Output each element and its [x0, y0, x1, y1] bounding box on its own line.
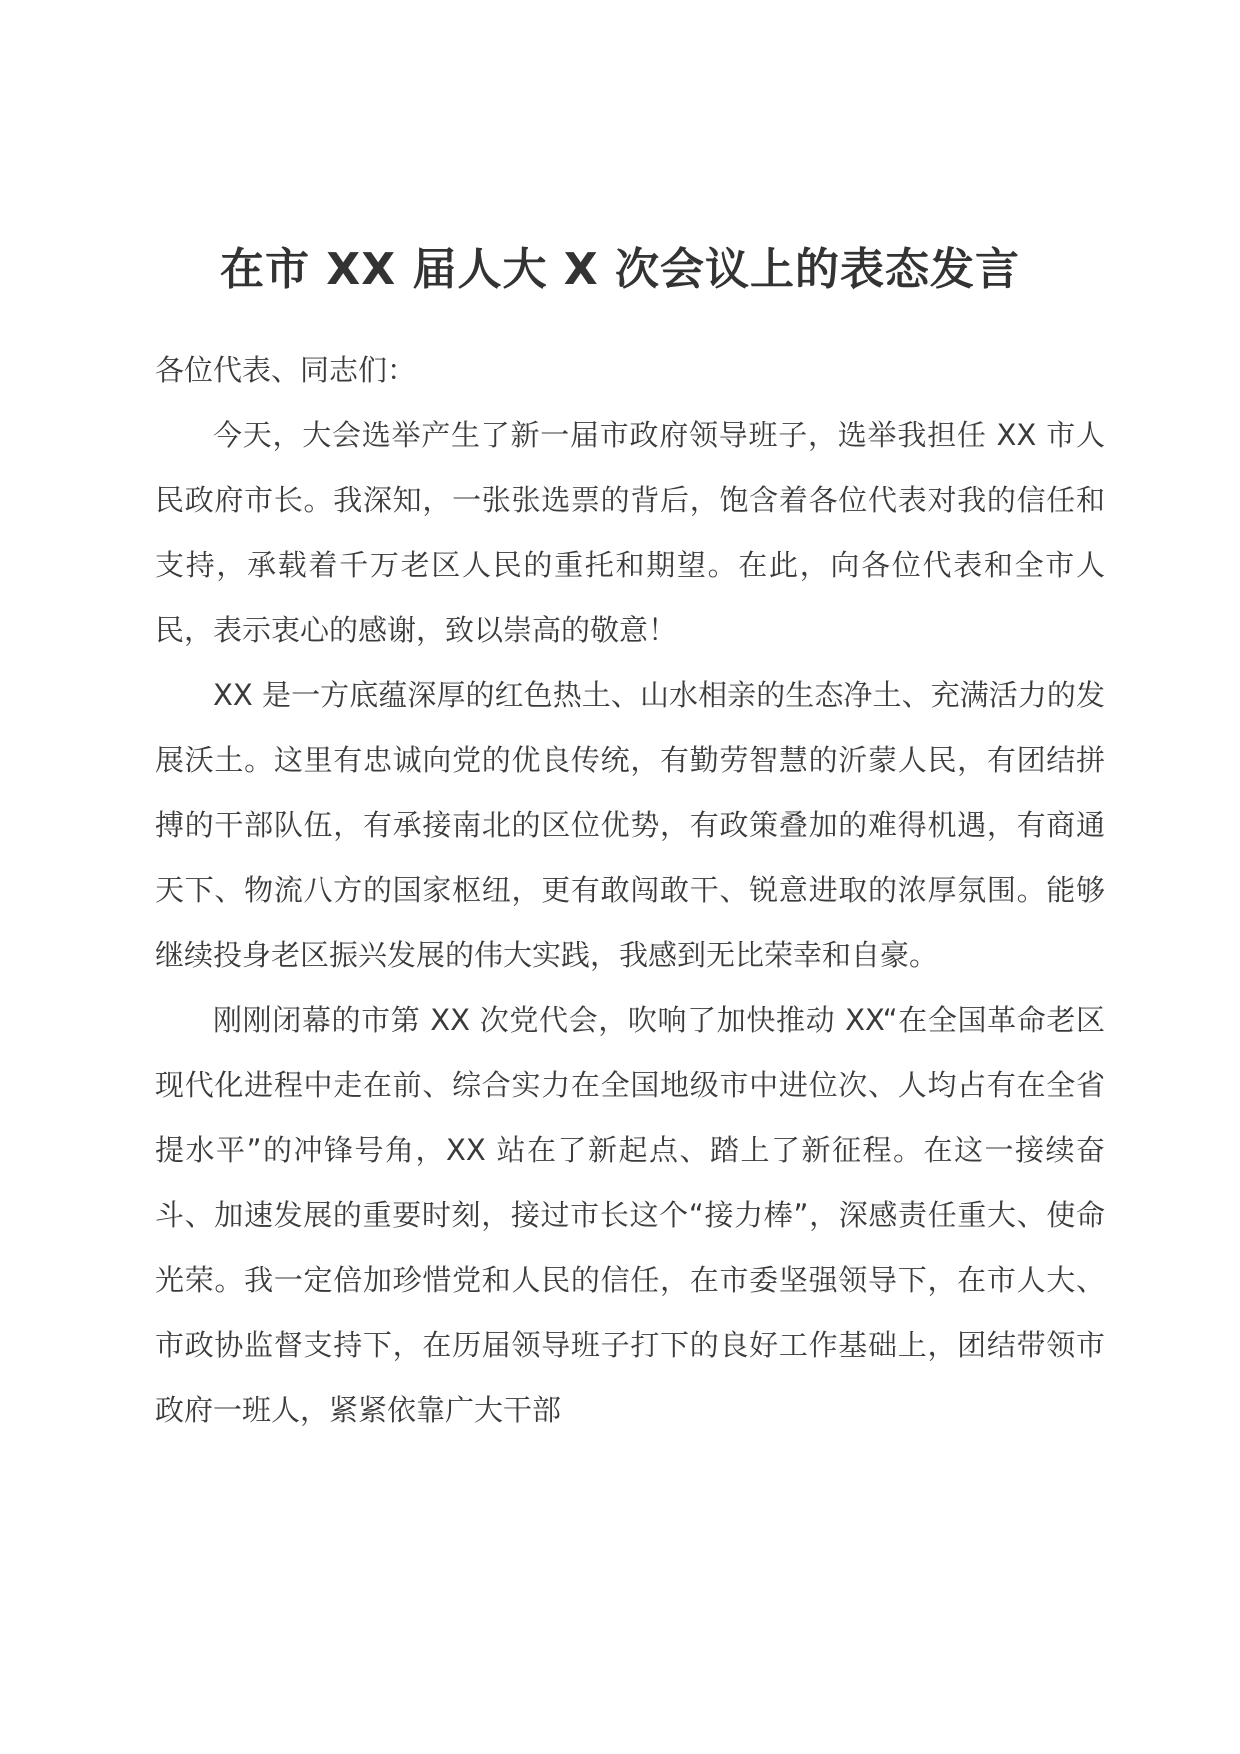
paragraph-3: 刚刚闭幕的市第 XX 次党代会，吹响了加快推动 XX“在全国革命老区现代化进程中走在前、综合实力在全国地级市中进位次、人均占有在全省提水平”的冲锋号角，XX 站在了新起点、踏上了新征程。在这一接续奋斗、加速发展的重要时刻，接过市长这个“接力棒”，深感责任重大、使命光荣。我一定倍加珍惜党和人民的信任，在市委坚强领导下，在市人大、市政协监督支持下，在历届领导班子打下的良好工作基础上，团结带领市政府一班人，紧紧依靠广大干部	[155, 1003, 1105, 1427]
paragraph-1: 今天，大会选举产生了新一届市政府领导班子，选举我担任 XX 市人民政府市长。我深知，一张张选票的背后，饱含着各位代表对我的信任和支持，承载着千万老区人民的重托和期望。在此，向各位代表和全市人民，表示衷心的感谢，致以崇高的敬意！	[155, 418, 1105, 647]
paragraph-2: XX 是一方底蕴深厚的红色热土、山水相亲的生态净土、充满活力的发展沃土。这里有忠诚向党的优良传统，有勤劳智慧的沂蒙人民，有团结拼搏的干部队伍，有承接南北的区位优势，有政策叠加的难得机遇，有商通天下、物流八方的国家枢纽，更有敢闯敢干、锐意进取的浓厚氛围。能够继续投身老区振兴发展的伟大实践，我感到无比荣幸和自豪。	[155, 678, 1105, 972]
document-title: 在市 XX 届人大 X 次会议上的表态发言	[219, 244, 1021, 295]
document-body	[155, 338, 1105, 1443]
salutation: 各位代表、同志们：	[155, 353, 417, 387]
